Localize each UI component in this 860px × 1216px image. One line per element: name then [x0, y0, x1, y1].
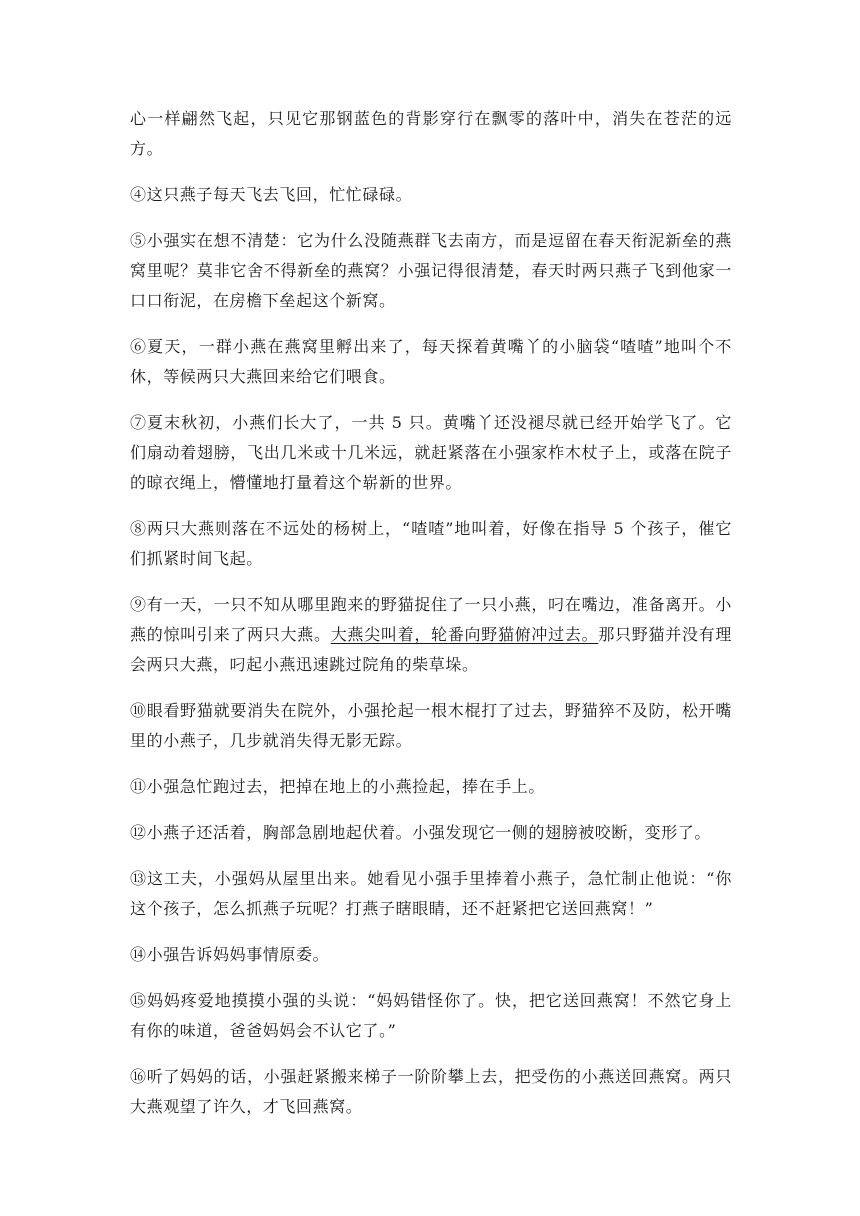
paragraph-9-after: 那只野猫并没有理会两只大燕，叼起小燕迅速跳过院角的柴草垛。	[130, 625, 732, 674]
paragraph-5: ⑤小强实在想不清楚：它为什么没随燕群飞去南方，而是逗留在春天衔泥新垒的燕窝里呢？莫非它舍不得新垒的燕窝？小强记得很清楚，春天时两只燕子飞到他家一口口衔泥，在房檐下垒起这个新窝。	[130, 231, 732, 310]
paragraph-4: ④这只燕子每天飞去飞回，忙忙碌碌。	[130, 185, 413, 204]
paragraph-13: ⑬这工夫，小强妈从屋里出来。她看见小强手里捧着小燕子，急忙制止他说：“你这个孩子，怎么抓燕子玩呢？打燕子瞎眼睛，还不赶紧把它送回燕窝！”	[130, 869, 732, 918]
paragraph-12: ⑫小燕子还活着，胸部急剧地起伏着。小强发现它一侧的翅膀被咬断，变形了。	[130, 823, 712, 842]
paragraph-11: ⑪小强急忙跑过去，把掉在地上的小燕捡起，捧在手上。	[130, 777, 546, 796]
paragraph-7: ⑦夏末秋初，小燕们长大了，一共 5 只。黄嘴丫还没褪尽就已经开始学飞了。它们扇动着翅膀，飞出几米或十几米远，就赶紧落在小强家柞木杖子上，或落在院子的晾衣绳上，懵懂地打量着这个崭新的世界。	[130, 413, 732, 492]
underlined-sentence: 大燕尖叫着，轮番向野猫俯冲过去。	[330, 625, 599, 644]
paragraph-14: ⑭小强告诉妈妈事情原委。	[130, 945, 330, 964]
paragraph-6: ⑥夏天，一群小燕在燕窝里孵出来了，每天探着黄嘴丫的小脑袋“喳喳”地叫个不休，等候两只大燕回来给它们喂食。	[130, 337, 732, 386]
paragraph-8: ⑧两只大燕则落在不远处的杨树上，“喳喳”地叫着，好像在指导 5 个孩子，催它们抓紧时间飞起。	[130, 519, 732, 568]
paragraph-10: ⑩眼看野猫就要消失在院外，小强抡起一根木棍打了过去，野猫猝不及防，松开嘴里的小燕子，几步就消失得无影无踪。	[130, 701, 732, 750]
paragraph-15: ⑮妈妈疼爱地摸摸小强的头说：“妈妈错怪你了。快，把它送回燕窝！不然它身上有你的味道，爸爸妈妈会不认它了。”	[130, 991, 732, 1040]
paragraph-continuation: 心一样翩然飞起，只见它那钢蓝色的背影穿行在飘零的落叶中，消失在苍茫的远方。	[130, 109, 732, 158]
paragraph-9	[130, 590, 732, 680]
document-body	[130, 104, 732, 1138]
paragraph-16: ⑯听了妈妈的话，小强赶紧搬来梯子一阶阶攀上去，把受伤的小燕送回燕窝。两只大燕观望了许久，才飞回燕窝。	[130, 1067, 732, 1116]
paragraph-9-before: ⑨有一天，一只不知从哪里跑来的野猫捉住了一只小燕，叼在嘴边，准备离开。小燕的惊叫引来了两只大燕。	[130, 595, 732, 644]
